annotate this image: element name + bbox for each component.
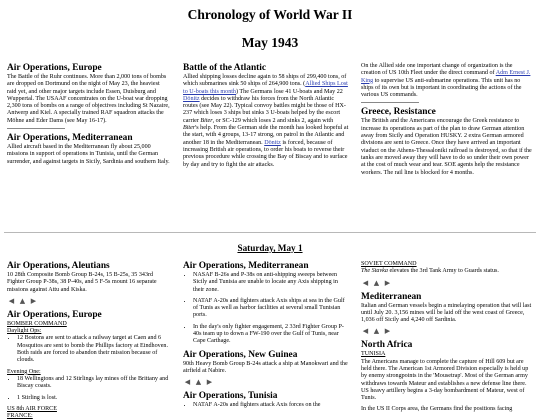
next-icon[interactable]: ▶ (384, 278, 391, 287)
section-heading-air-new-guinea: Air Operations, New Guinea (183, 349, 298, 360)
section-heading-atlantic: Battle of the Atlantic (183, 63, 267, 73)
link-donitz-2[interactable]: Dönitz (264, 139, 281, 146)
section-text-air-europe: The Battle of the Ruhr continues. More than 2,000 tons of bombs are dropped on Dortmund on the night of May 23, the heaviest raid yet, and other major targets include Essen, Duisburg and Wuppertal. The USAAF concentrates on the U-boat war dropping 2,300 tons of bombs on a range of objectives including St Nazaire, Antwerp and Kiel. A specially trained RAF squadron attacks the Möhne and Eder Dams (see May 16-17). (7, 74, 170, 124)
section-heading-north-africa: North Africa (361, 340, 413, 351)
link-donitz[interactable]: Dönitz (183, 95, 200, 102)
summary-column-3 (361, 63, 532, 180)
nav-row (7, 297, 169, 306)
section-heading-air-europe: Air Operations, Europe (7, 63, 102, 73)
next-icon[interactable]: ▶ (206, 378, 213, 387)
section-heading-mediterranean: Mediterranean (361, 291, 422, 302)
prev-icon[interactable]: ◀ (362, 278, 369, 287)
day-header: Saturday, May 1 (237, 243, 303, 253)
section-heading-air-mediterranean-day: Air Operations, Mediterranean (183, 261, 309, 271)
subheading-tunisia: TUNISIA (361, 351, 386, 358)
section-text-air-mediterranean: Allied aircraft based in the Mediterranean fly about 25,000 missions in support of operations in Tunisia, until the German surrender, and against targets in Sicily, Sardinia and southern Italy. (7, 144, 170, 165)
section-text-10th-fleet: On the Allied side one important change of organization is the creation of US 10th Fleet under the direct command of Adm Ernest J. King to supervise US anti-submarine operations. This unit has no ships of its own but is important in coordinating the actions of the various US commands. (361, 63, 531, 99)
prev-icon[interactable]: ◀ (8, 296, 15, 305)
nav-row (361, 279, 532, 288)
list-item: • NATAF A-20s and fighters attack Axis forces on the (193, 402, 349, 409)
link-adm-king[interactable]: Adm Ernest J. King (361, 70, 531, 84)
section-text-stavka: The Stavka elevates the 3rd Tank Army to Guards status. (361, 268, 499, 275)
day-column-2 (183, 261, 349, 414)
list-item: • NATAF A-20s and fighters attack Axis ships at sea in the Gulf of Tunis as well as harbor facilities at several small Tunisian ports. (193, 298, 349, 320)
prev-icon[interactable]: ◀ (184, 378, 191, 387)
bullet-list (183, 402, 349, 409)
subheading-us-8th: US 8th AIR FORCE (7, 405, 57, 412)
divider (361, 102, 419, 103)
prev-icon[interactable]: ◀ (362, 327, 369, 336)
summary-column-1 (7, 63, 170, 169)
section-text-air-new-guinea: 90th Heavy Bomb Group B-24s attack a ship at Manokwari and the airfield at Nabire. (183, 360, 348, 374)
list-item: • 18 Wellingtons and 12 Stirlings lay mines off the Brittany and Biscay coasts. (17, 376, 169, 391)
subheading-soviet-command: SOVIET COMMAND (361, 261, 417, 267)
link-allied-ships-lost[interactable]: Allied Ships Lost to U-boats this month (183, 81, 348, 95)
section-text-mediterranean: Italian and German vessels begin a minelaying operation that will last until July 20. 3,156 mines will be laid off the west coast of Greece, 1,036 off Sicily and 4,240 off Sardinia. (361, 302, 532, 324)
nav-row (183, 378, 349, 387)
bullet-list (7, 335, 169, 364)
section-text-greece: The British and the Americans encourage the Greek resistance to increase its operations as part of the plan to draw German attention away from Sicily and Operation HUSKY. 2 extra German armored divisions are sent to Greece. Once they have arrived an important viaduct on the Athens-Thessaloniki railroad is destroyed, so that if the tanks are moved away they will have to do so under their own power at the cost of much wear and tear. SOE agents help the resistance workers. The rail line is blocked for 4 months. (361, 118, 532, 176)
section-heading-air-aleutians: Air Operations, Aleutians (7, 261, 110, 271)
section-text-atlantic: Allied shipping losses decline again to 58 ships of 299,400 tons, of which submarines sink 50 ships of 264,900 tons. (Allied Ships Lost to U-boats this month) The Germans lose 41 U-boats and May 22 Dönitz decides to withdraw his forces from the North Atlantic routes (see May 22). Typical convoy battles might be those of HX-237 which loses 3 ships but sinks 3 U-boats helped by the escort carrier Biter, or SC-129 which loses 2 and sinks 2, again with Biter's help. From the German side the month has looked hopeful at the start, with 4 groups, 13-17 strong, on patrol in the Atlantic and another 18 in the Mediterranean. Dönitz is forced, because of increasing British air operations, to order his boats to reverse their previous procedure while crossing the Bay of Biscay and to surface by day and try to fight the air attacks. (183, 74, 349, 168)
page-subtitle: May 1943 (241, 35, 299, 50)
page-title: Chronology of World War II (187, 7, 353, 22)
section-heading-air-mediterranean: Air Operations, Mediterranean (7, 133, 133, 144)
bullet-list (183, 272, 349, 346)
section-text-air-aleutians: 10 28th Composite Bomb Group B-24s, 15 B-25s, 35 343rd Fighter Group P-38s, 38 P-40s, and 5 F-5s mount 16 separate missions against Attu and Kiska. (7, 272, 157, 293)
subheading-evening-one: Evening One: (7, 368, 41, 375)
up-icon[interactable]: ▲ (195, 378, 202, 387)
divider (7, 128, 65, 129)
subheading-france: FRANCE: (7, 413, 33, 420)
next-icon[interactable]: ▶ (384, 327, 391, 336)
list-item: • In the day's only fighter engagement, 2 33rd Fighter Group P-40s team up to down a FW-190 over the Gulf of Tunis, near Cape Carthage. (193, 324, 349, 346)
up-icon[interactable]: ▲ (373, 327, 380, 336)
up-icon[interactable]: ▲ (373, 278, 380, 287)
subheading-bomber-command: BOMBER COMMAND (7, 320, 67, 327)
list-item: • NASAF B-26s and P-38s on anti-shipping sweeps between Sicily and Tunisia are unable to locate any Axis shipping in their zone. (193, 272, 349, 294)
list-item: • 12 Bostons are sent to attack a railway target at Caen and 6 Mosquitos are sent to bomb the Phillips factory at Eindhoven. Both raids are forced to abandon their mission because of clouds. (17, 335, 169, 364)
day-column-3 (361, 261, 532, 416)
next-icon[interactable]: ▶ (30, 296, 37, 305)
nav-row (361, 327, 532, 336)
day-column-1 (7, 261, 169, 420)
section-divider (4, 232, 536, 233)
summary-column-2 (183, 63, 349, 172)
section-text-us-ii-corps: In the US II Corps area, the Germans find the positions facing (361, 405, 513, 412)
subheading-daylight-ops: Daylight Ops: (7, 328, 42, 335)
section-heading-air-tunisia: Air Operations, Tunisia (183, 391, 278, 402)
bullet-list (7, 376, 169, 402)
list-item: • 1 Stirling is lost. (17, 395, 169, 402)
section-heading-air-europe-day: Air Operations, Europe (7, 309, 102, 320)
section-text-north-africa: The Americans manage to complete the capture of Hill 609 but are held there. The American 1st Armored Division especially is held up by enemy strongpoints in the 'Mousetrap'. Most of the German army withdraws towards Mateur and establishes a new defense line there. US heavy artillery begins a 3-day bombardment of Mateur, west of Tunis. (361, 358, 529, 402)
up-icon[interactable]: ▲ (19, 296, 26, 305)
section-heading-greece: Greece, Resistance (361, 107, 436, 118)
